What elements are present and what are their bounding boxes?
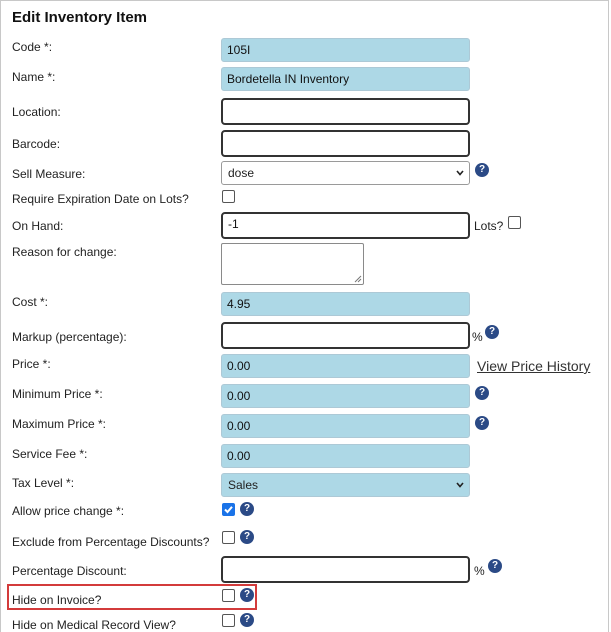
name-input[interactable]: Bordetella IN Inventory xyxy=(221,67,470,91)
require-expiration-checkbox[interactable] xyxy=(222,190,235,203)
help-icon[interactable]: ? xyxy=(240,588,254,602)
discount-percent-sign: % xyxy=(474,564,485,578)
allow-price-change-checkbox[interactable] xyxy=(222,503,235,516)
checkmark-icon xyxy=(222,503,235,516)
code-input[interactable]: 105I xyxy=(221,38,470,62)
markup-input[interactable] xyxy=(221,322,470,349)
view-price-history-link[interactable]: View Price History xyxy=(477,358,591,374)
help-icon[interactable]: ? xyxy=(475,416,489,430)
page-title: Edit Inventory Item xyxy=(12,9,148,26)
service-fee-label: Service Fee *: xyxy=(12,447,88,461)
help-icon[interactable]: ? xyxy=(240,613,254,627)
markup-percent-sign: % xyxy=(472,330,483,344)
require-expiration-label: Require Expiration Date on Lots? xyxy=(12,192,189,206)
hide-on-invoice-checkbox[interactable] xyxy=(222,589,235,602)
chevron-down-icon xyxy=(456,169,464,177)
on-hand-input[interactable]: -1 xyxy=(221,212,470,239)
help-icon[interactable]: ? xyxy=(488,559,502,573)
cost-input[interactable]: 4.95 xyxy=(221,292,470,316)
hide-on-medical-record-checkbox[interactable] xyxy=(222,614,235,627)
help-icon[interactable]: ? xyxy=(475,163,489,177)
sell-measure-label: Sell Measure: xyxy=(12,167,86,181)
location-input[interactable] xyxy=(221,98,470,125)
service-fee-input[interactable]: 0.00 xyxy=(221,444,470,468)
reason-textarea[interactable] xyxy=(221,243,364,285)
name-label: Name *: xyxy=(12,70,56,84)
reason-label: Reason for change: xyxy=(12,245,117,259)
percentage-discount-label: Percentage Discount: xyxy=(12,564,127,578)
tax-level-label: Tax Level *: xyxy=(12,476,75,490)
exclude-discounts-label: Exclude from Percentage Discounts? xyxy=(12,535,210,549)
lots-label: Lots? xyxy=(474,219,504,233)
barcode-label: Barcode: xyxy=(12,137,61,151)
code-label: Code *: xyxy=(12,40,53,54)
barcode-input[interactable] xyxy=(221,130,470,157)
sell-measure-value: dose xyxy=(228,166,255,180)
tax-level-value: Sales xyxy=(228,478,259,492)
help-icon[interactable]: ? xyxy=(485,325,499,339)
min-price-input[interactable]: 0.00 xyxy=(221,384,470,408)
on-hand-label: On Hand: xyxy=(12,219,64,233)
location-label: Location: xyxy=(12,105,61,119)
exclude-discounts-checkbox[interactable] xyxy=(222,531,235,544)
price-label: Price *: xyxy=(12,357,51,371)
allow-price-change-label: Allow price change *: xyxy=(12,504,125,518)
hide-on-medical-record-label: Hide on Medical Record View? xyxy=(12,618,176,632)
help-icon[interactable]: ? xyxy=(475,386,489,400)
hide-on-invoice-label: Hide on Invoice? xyxy=(12,593,102,607)
chevron-down-icon xyxy=(456,481,464,489)
percentage-discount-input[interactable] xyxy=(221,556,470,583)
resize-grip-icon[interactable] xyxy=(354,275,362,283)
price-input[interactable]: 0.00 xyxy=(221,354,470,378)
markup-label: Markup (percentage): xyxy=(12,330,127,344)
max-price-input[interactable]: 0.00 xyxy=(221,414,470,438)
sell-measure-select[interactable] xyxy=(221,161,470,185)
lots-checkbox[interactable] xyxy=(508,216,521,229)
max-price-label: Maximum Price *: xyxy=(12,417,107,431)
help-icon[interactable]: ? xyxy=(240,530,254,544)
tax-level-select[interactable] xyxy=(221,473,470,497)
min-price-label: Minimum Price *: xyxy=(12,387,103,401)
help-icon[interactable]: ? xyxy=(240,502,254,516)
cost-label: Cost *: xyxy=(12,295,49,309)
